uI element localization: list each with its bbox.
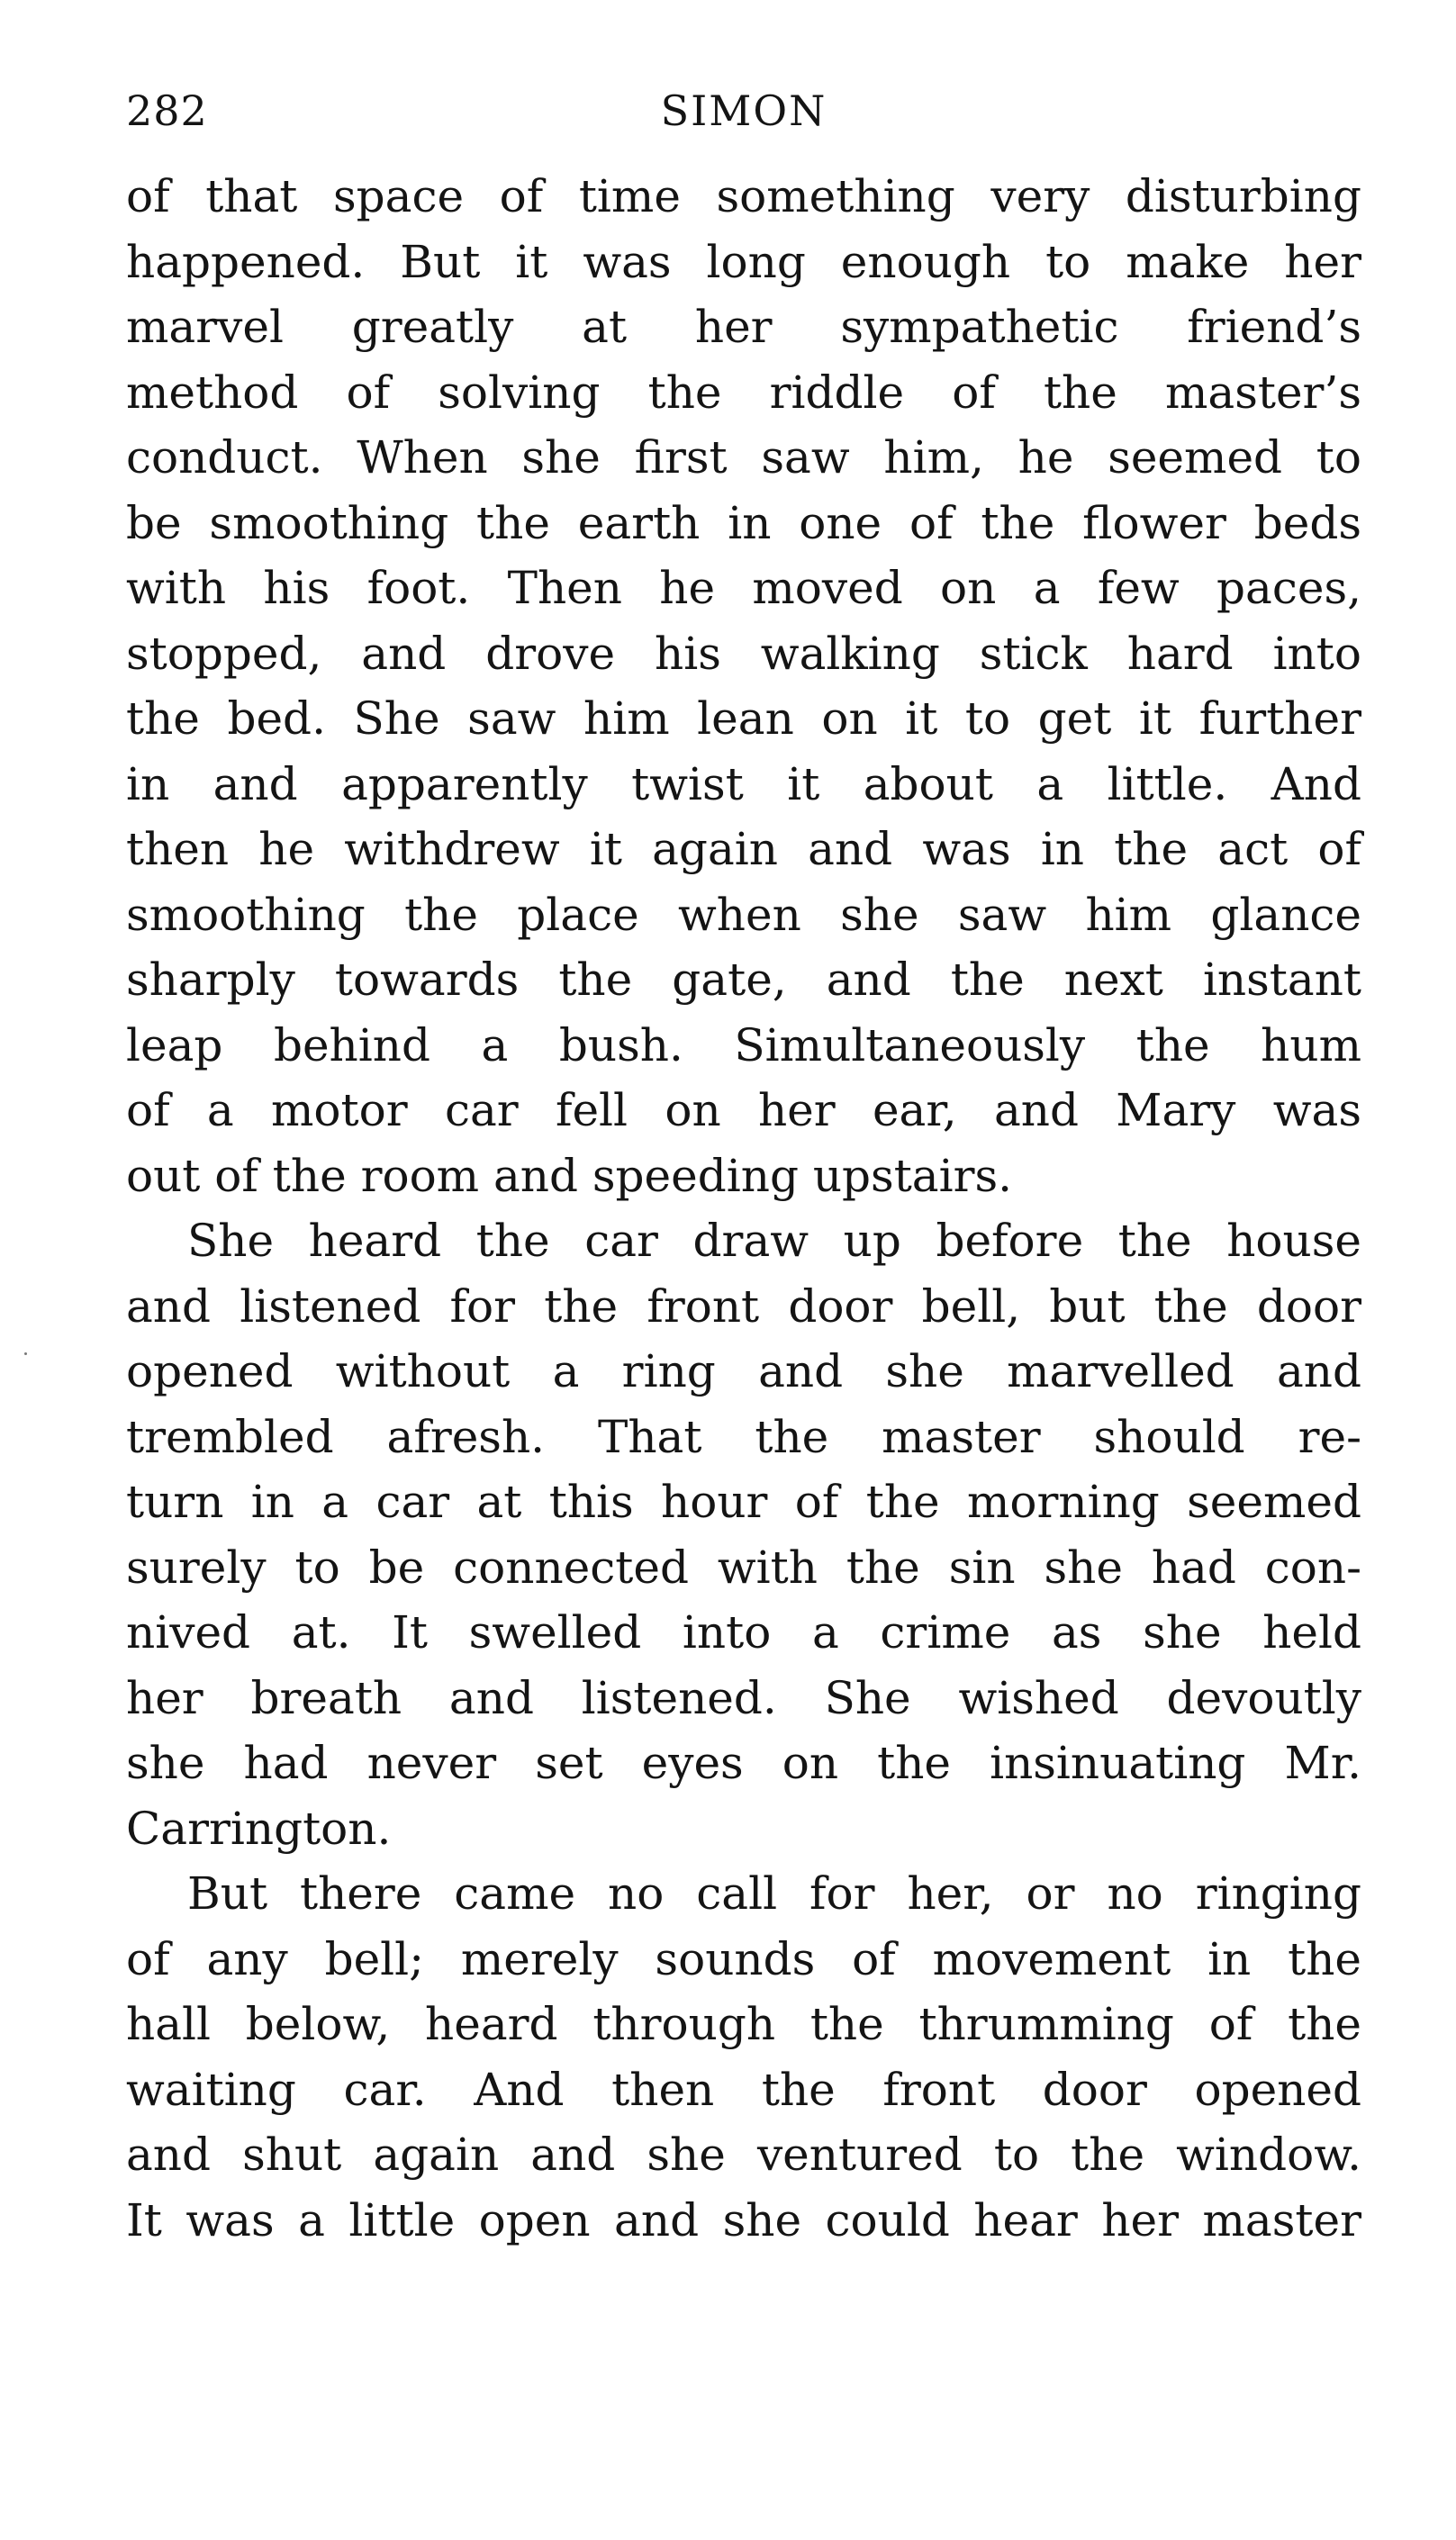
text-line: happened. But it was long enough to make her [126,235,1361,288]
text-line: hall below, heard through the thrumming of the [126,1998,1361,2050]
paragraph-start-line: She heard the car draw up before the house [187,1215,1361,1267]
text-line: with his foot. Then he moved on a few paces, [126,562,1361,614]
text-line: sharply towards the gate, and the next instant [126,954,1361,1006]
text-line: be smoothing the earth in one of the flower beds [126,496,1361,549]
text-line: surely to be connected with the sin she had con- [126,1541,1361,1594]
text-line: then he withdrew it again and was in the act of [126,823,1361,875]
text-line: nived at. It swelled into a crime as she held [126,1606,1361,1659]
text-line: method of solving the riddle of the master’s [126,366,1361,419]
body-text [126,164,1361,2253]
paragraph-start-line: But there came no call for her, or no ringing [187,1867,1361,1920]
text-line: trembled afresh. That the master should re- [126,1410,1361,1463]
text-line: of that space of time something very disturbing [126,170,1361,222]
text-line: waiting car. And then the front door opened [126,2063,1361,2116]
text-line: her breath and listened. She wished devoutly [126,1671,1361,1724]
ink-speck [24,1352,27,1355]
text-line: leap behind a bush. Simultaneously the hum [126,1018,1361,1071]
text-line: conduct. When she first saw him, he seemed to [126,431,1361,484]
running-title: SIMON [660,86,827,135]
text-line: marvel greatly at her sympathetic friend’s [126,301,1361,353]
text-line: stopped, and drove his walking stick hard into [126,627,1361,680]
text-line: smoothing the place when she saw him glance [126,888,1361,941]
text-line: out of the room and speeding upstairs. [126,1149,1013,1202]
text-line: the bed. She saw him lean on it to get it further [126,692,1361,745]
text-line: opened without a ring and she marvelled and [126,1345,1361,1397]
text-line: Carrington. [126,1802,392,1855]
text-line: turn in a car at this hour of the morning seemed [126,1476,1361,1528]
text-line: she had never set eyes on the insinuating Mr. [126,1737,1361,1789]
page-number: 282 [126,86,208,135]
text-line: and listened for the front door bell, but the door [126,1279,1361,1333]
text-line: of any bell; merely sounds of movement in the [126,1932,1361,1985]
text-line: in and apparently twist it about a little. And [126,757,1361,810]
running-head [126,79,1361,142]
text-line: It was a little open and she could hear her master [126,2193,1361,2246]
text-line: of a motor car fell on her ear, and Mary was [126,1084,1361,1136]
text-line: and shut again and she ventured to the window. [126,2129,1361,2181]
